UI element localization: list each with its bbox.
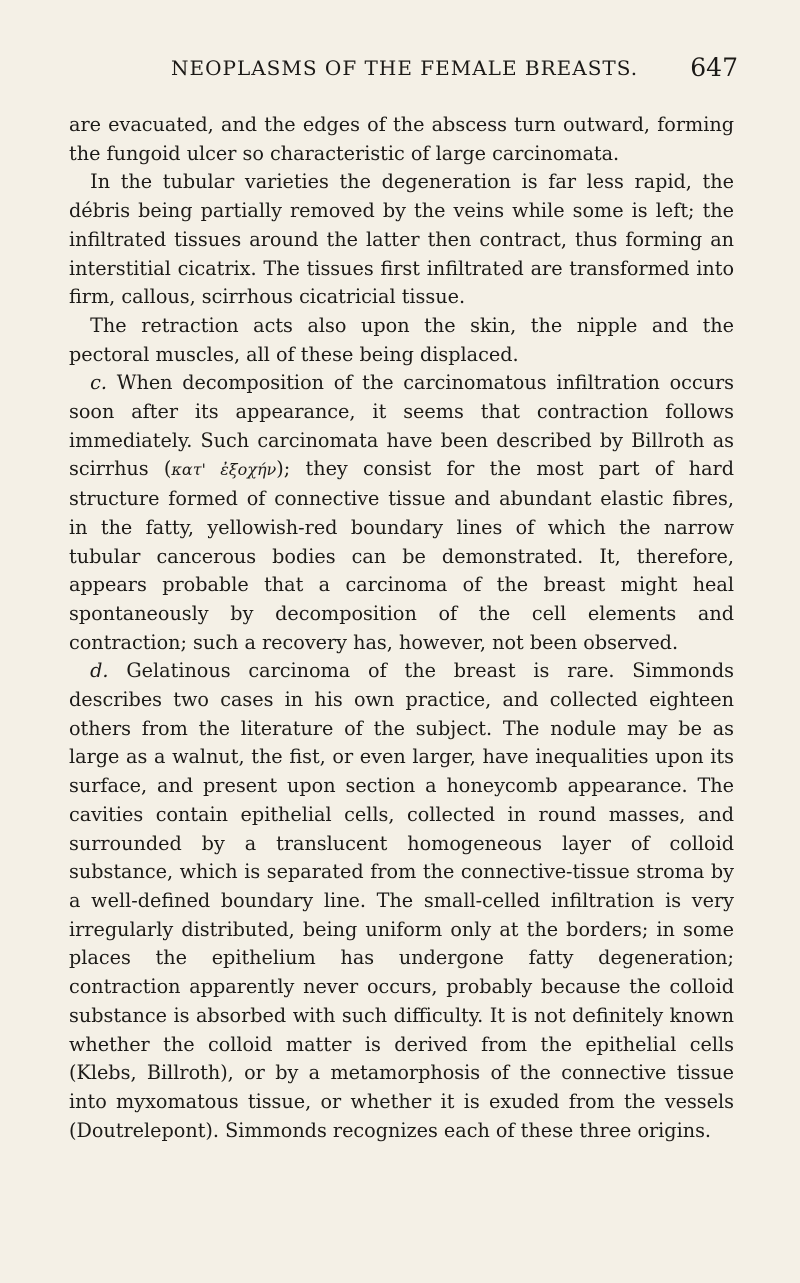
paragraph-d-gelatinous: [69, 657, 734, 1145]
page-header: [171, 53, 738, 86]
paragraph-c-decomposition: [69, 369, 734, 657]
section-label-c: c.: [90, 371, 107, 395]
page-number: 647: [690, 53, 738, 82]
greek-phrase: κατ' ἐξοχήν: [171, 460, 277, 480]
paragraph-c-text-end: ); they consist for the most part of hard structure formed of connective tissue and abundant elastic fibres, in the fatty, yellowish-red boundary lines of which the narrow tubular cancerous bodies can be demonstrated. It, therefore, appears probable that a carcinoma of the breast might heal spontaneously by decomposition of the cell elements and contraction; such a recovery has, however, not been observed.: [69, 457, 734, 654]
paragraph-continued: are evacuated, and the edges of the abscess turn outward, forming the fungoid ulcer so characteristic of large carcinomata.: [69, 113, 734, 165]
body-text: [69, 111, 734, 1145]
paragraph-tubular-varieties: In the tubular varieties the degeneration is far less rapid, the débris being partially removed by the veins while some is left; the infiltrated tissues around the latter then contract, thus forming an interstitial cicatrix. The tissues first infiltrated are transformed into firm, callous, scirrhous cicatricial tissue.: [69, 170, 734, 309]
running-title: NEOPLASMS OF THE FEMALE BREASTS.: [171, 56, 639, 80]
paragraph-d-text: Gelatinous carcinoma of the breast is rare. Simmonds describes two cases in his own practice, and collected eighteen others from the literature of the subject. The nodule may be as large as a walnut, the fist, or even larger, have inequalities upon its surface, and present upon section a honeycomb appearance. The cavities contain epithelial cells, collected in round masses, and surrounded by a translucent homogeneous layer of colloid substance, which is separated from the connective-tissue stroma by a well-defined boundary line. The small-celled infiltration is very irregularly distributed, being uniform only at the borders; in some places the epithelium has undergone fatty degeneration; contraction apparently never occurs, probably because the colloid substance is absorbed with such difficulty. It is not definitely known whether the colloid matter is derived from the epithelial cells (Klebs, Billroth), or by a metamorphosis of the connective tissue into myxomatous tissue, or whether it is exuded from the vessels (Doutrelepont). Simmonds recognizes each of these three origins.: [69, 659, 734, 1142]
section-label-d: d.: [90, 659, 109, 683]
paragraph-c-text-start: When decomposition of the carcinomatous infiltration occurs soon after its appearance, it seems that contraction follows immediately. Such carcinomata have been described by Billroth as scirrhus (: [69, 371, 734, 481]
paragraph-retraction: The retraction acts also upon the skin, the nipple and the pectoral muscles, all of these being displaced.: [69, 313, 734, 366]
